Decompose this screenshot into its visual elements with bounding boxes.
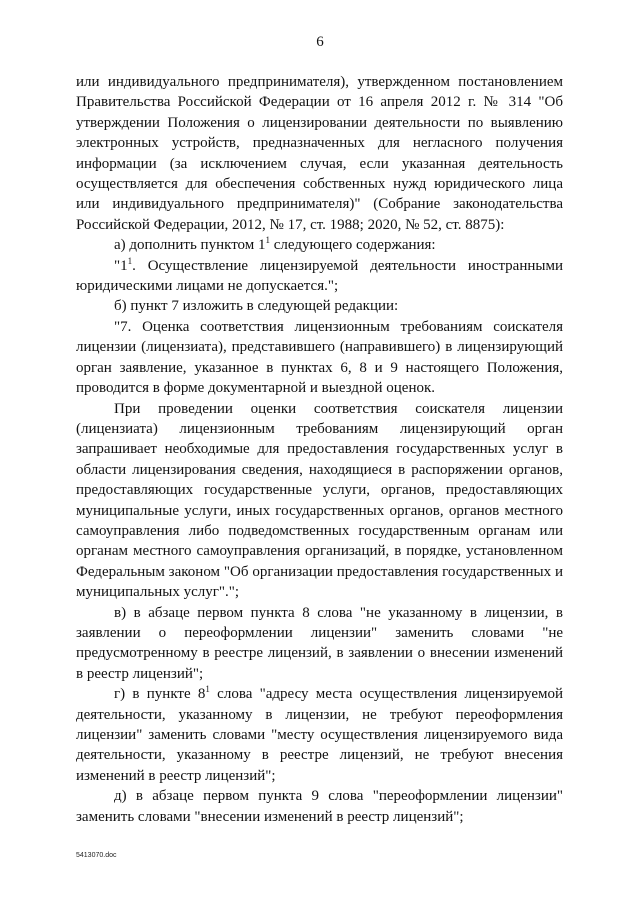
paragraph-text: "7. Оценка соответствия лицензионным требованиям соискателя лицензии (лицензиата), представившего (направившего) в лицензирующий орган заявление, указанное в пунктах 6, 8 и 9 настоящего Положения, проводится в форме документарной и выездной оценок. (76, 318, 563, 397)
paragraph (76, 603, 563, 685)
file-name-footer: 5413070.doc (76, 852, 117, 859)
paragraph (76, 317, 563, 399)
paragraph-text: При проведении оценки соответствия соискателя лицензии (лицензиата) лицензионным требованиям лицензирующий орган запрашивает необходимые для предоставления государственных услуг в области лицензирования сведения, находящиеся в распоряжении органов, предоставляющих государственные услуги, органов, предоставляющих муниципальные услуги, иных государственных органов, органов местного самоуправления либо подведомственных государственным органам или органам местного самоуправления организаций, в порядке, установленном Федеральным законом "Об организации предоставления государственных и муниципальных услуг"."; (76, 400, 563, 601)
paragraph (76, 256, 563, 297)
superscript: 1 (205, 684, 210, 695)
paragraph (76, 399, 563, 603)
paragraph (76, 684, 563, 786)
paragraph-text: г) в пункте 8 (114, 686, 206, 703)
paragraph-text: следующего содержания: (270, 237, 436, 254)
superscript: 1 (265, 235, 271, 246)
paragraph-text: или индивидуального предпринимателя), утвержденном постановлением Правительства Российской Федерации от 16 апреля 2012 г. № 314 "Об утверждении Положения о лицензировании деятельности по выявлению электронных устройств, предназначенных для негласного получения информации (за исключением случая, если указанная деятельность осуществляется для обеспечения собственных нужд юридического лица или индивидуального предпринимателя)" (Собрание законодательства Российской Федерации, 2012, № 17, ст. 1988; 2020, № 52, ст. 8875): (76, 74, 563, 233)
paragraph-text: "1 (114, 257, 128, 274)
paragraph-text: д) в абзаце первом пункта 9 слова "переоформлении лицензии" заменить словами "внесении изменений в реестр лицензий"; (76, 788, 563, 825)
paragraph-text: . Осуществление лицензируемой деятельности иностранными юридическими лицами не допускается."; (76, 257, 563, 295)
paragraph (76, 72, 563, 235)
paragraph-text: а) дополнить пунктом 1 (114, 237, 266, 254)
superscript: 1 (127, 255, 133, 266)
document-body (76, 72, 563, 827)
paragraph-text: в) в абзаце первом пункта 8 слова "не указанному в лицензии, в заявлении о переоформлении лицензии" заменить словами "не предусмотренному в реестре лицензий, в заявлении о внесении изменений в реестр лицензий"; (76, 604, 563, 682)
paragraph (76, 786, 563, 827)
paragraph (76, 235, 563, 255)
paragraph-text: б) пункт 7 изложить в следующей редакции: (114, 298, 399, 315)
paragraph (76, 296, 563, 316)
paragraph-text: слова "адресу места осуществления лицензируемой деятельности, указанному в лицензии, не требуют переоформления лицензии" заменить словами "месту осуществления лицензируемого вида деятельности, указанному в реестре лицензий, не требуют внесения изменений в реестр лицензий"; (76, 686, 563, 784)
page-number: 6 (316, 34, 324, 50)
